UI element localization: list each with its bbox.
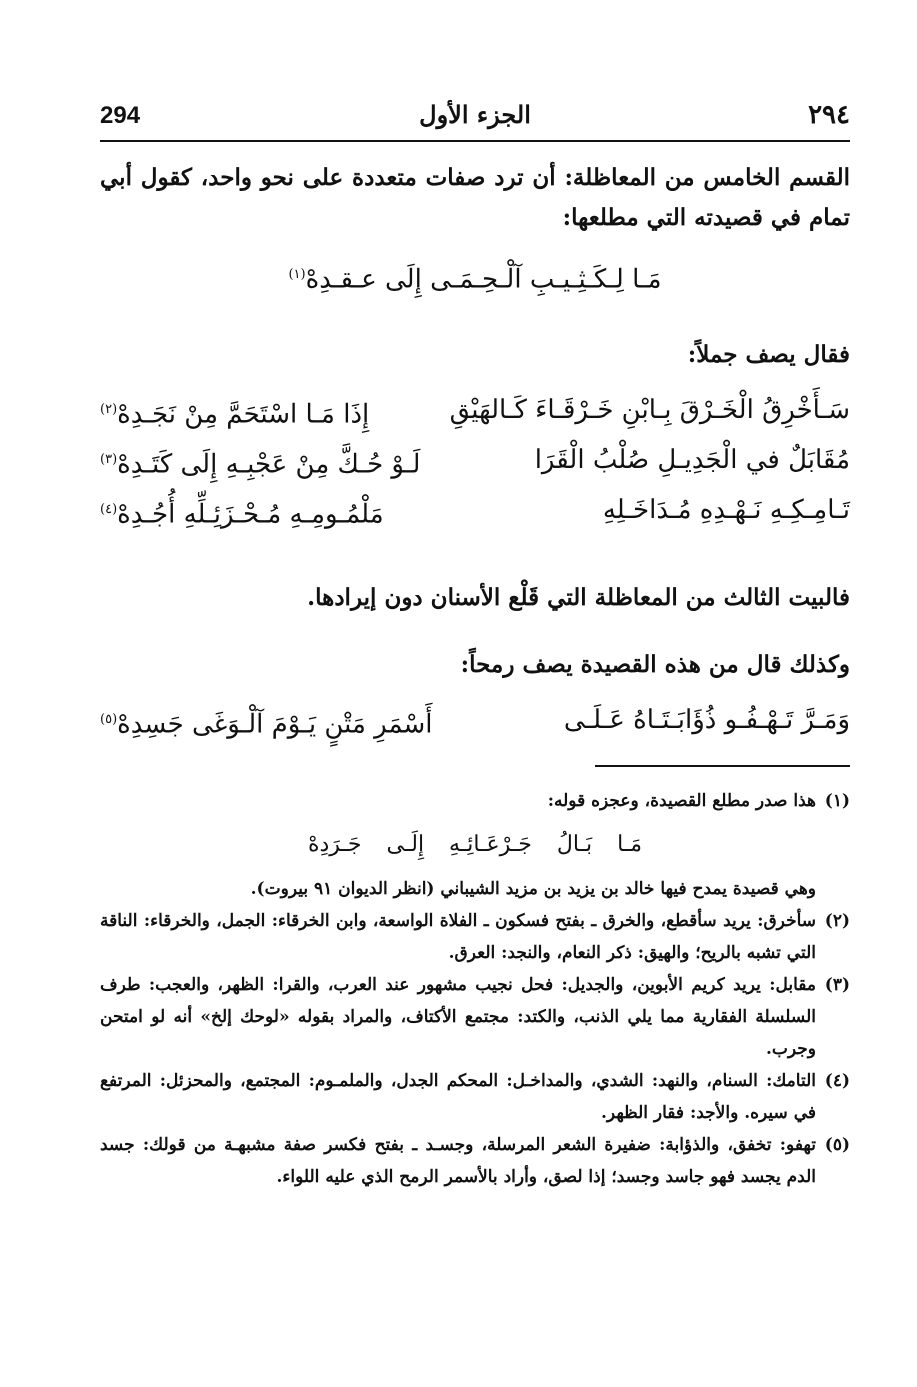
third-verse-comment: فالبيت الثالث من المعاظلة التي قَلْع الأسنان دون إيرادها. xyxy=(307,584,850,611)
footnote-marker-4: (٤) xyxy=(100,502,118,517)
footnote-text: التامك: السنام، والنهد: الشدي، والمداخـل: المحكم الجدل، والملمـوم: المجتمع، والمحزئل: المرتفع في سيره. والأجد: فقار الظهر. xyxy=(100,1071,816,1123)
footnote-marker-3: (٣) xyxy=(100,452,118,467)
verse-first-half: وَمَـرَّ تَـهْـفُـو ذُؤَابَـتَـاهُ عَـلَـى xyxy=(563,705,850,735)
verse-first-half: تَـامِـكِـهِ نَـهْـدِهِ مُـدَاخَـلِهِ xyxy=(602,495,850,525)
footnote-marker-5: (٥) xyxy=(100,712,118,727)
running-title: الجزء الأول xyxy=(419,100,531,129)
footnote-marker-2: (٢) xyxy=(100,402,118,417)
footnote-separator xyxy=(595,765,850,767)
footnote-text: تهفو: تخفق، والذؤابة: ضفيرة الشعر المرسلة، وجسـد ـ بفتح فكسر صفة مشبهـة من قولك: جسد الدم يجسد فهو جاسد وجسد؛ إذا لصق، وأراد بالأسمر الرمح الذي عليه اللواء. xyxy=(100,1135,816,1187)
footnote-4 xyxy=(100,1065,850,1129)
footnotes xyxy=(100,785,850,1193)
footnote-marker-1: (١) xyxy=(288,267,306,282)
spear-verse xyxy=(100,695,850,750)
footnote-number: (٢) xyxy=(824,911,850,931)
spear-intro: وكذلك قال من هذه القصيدة يصف رمحاً: xyxy=(460,651,850,678)
footnote-2 xyxy=(100,905,850,969)
footnote-text: هذا صدر مطلع القصيدة، وعجزه قوله: xyxy=(547,791,816,811)
footnote-1-continuation: وهي قصيدة يمدح فيها خالد بن يزيد بن مزيد الشيباني (انظر الديوان ٩١ بيروت). xyxy=(250,879,816,899)
verse-second-half: مَلْمُـومِـهِ مُـحْـزَئِـلِّهِ أُجُـدِهْ$^{(٤)}$ xyxy=(100,499,384,530)
verse-second-half: لَـوْ حُـكَّ مِنْ عَجْبِـهِ إِلَى كَتَـدِهْ$^{(٣)}$ xyxy=(100,449,421,480)
footnote-number: (١) xyxy=(824,791,850,811)
footnote-number: (٤) xyxy=(824,1071,850,1091)
opening-verse xyxy=(100,250,850,305)
footnote-1 xyxy=(100,785,850,817)
verse-second-half: إِذَا مَـا اسْتَحَمَّ مِنْ نَجَـدِهْ$^{(٢)}$ xyxy=(100,399,370,430)
intro-paragraph: القسم الخامس من المعاظلة: أن ترد صفات متعددة على نحو واحد، كقول أبي تمام في قصيدته التي مطلعها: xyxy=(100,164,850,231)
footnote-5 xyxy=(100,1129,850,1193)
page-number-latin: 294 xyxy=(100,102,141,129)
camel-verse-2 xyxy=(100,435,850,490)
verse-first-half: مُقَابَلٌ في الْجَدِيـلِ صُلْبُ الْقَرَا xyxy=(534,445,850,475)
footnote-number: (٥) xyxy=(824,1135,850,1155)
verse-first-half: سَـأَخْرِقُ الْخَـرْقَ بِـابْنِ خَـرْقَـاءَ كَـالهَيْقِ xyxy=(449,395,850,425)
footnote-text: مقابل: يريد كريم الأبوين، والجديل: فحل نجيب مشهور عند العرب، والقرا: الظهر، والعجب: طرف السلسلة الفقارية مما يلي الذنب، والكتد: مجتمع الأكتاف، والمراد بقوله «لوحك إلخ» أنه لو امتحن وجرب. xyxy=(100,975,816,1059)
camel-verse-3 xyxy=(100,485,850,540)
footnote-number: (٣) xyxy=(824,975,850,995)
page-number-arabic: ٢٩٤ xyxy=(808,100,850,130)
verse-second-half: أَسْمَرِ مَتْنٍ يَـوْمَ آلْـوَغَى جَسِدِهْ$^{(٥)}$ xyxy=(100,709,433,740)
page-header xyxy=(100,100,850,142)
camel-intro: فقال يصف جملاً: xyxy=(687,341,850,368)
opening-verse-text: مَـا لِـكَـثِـيـبِ آلْـحِـمَـى إِلَى عـقـدِهْ xyxy=(305,264,662,295)
footnote-verse: مَـا بَـالُ جَـرْعَـائِـهِ إِلَـى جَـرَدِهْ xyxy=(307,832,643,857)
footnote-text: سأخرق: يريد سأقطع، والخرق ـ بفتح فسكون ـ الفلاة الواسعة، وابن الخرقاء: الجمل، والخرقاء: الناقة التي تشبه بالريح؛ والهيق: ذكر النعام، والنجد: العرق. xyxy=(100,911,816,963)
footnote-3 xyxy=(100,969,850,1065)
camel-verse-1 xyxy=(100,385,850,440)
